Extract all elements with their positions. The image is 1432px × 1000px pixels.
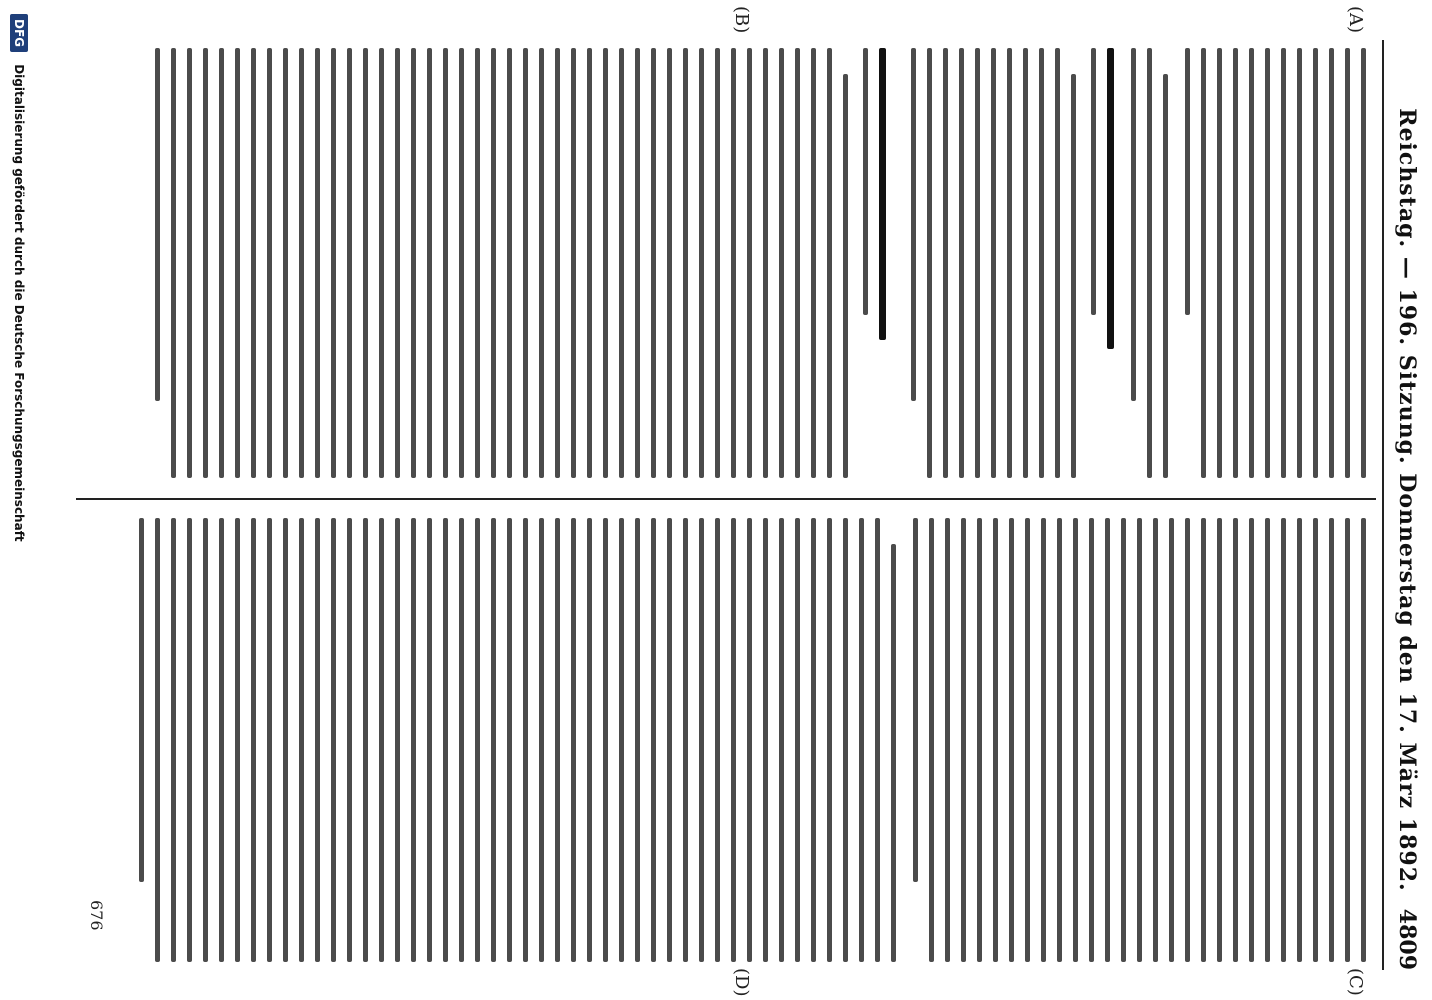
margin-letter-b: (B) <box>731 6 752 34</box>
left-column <box>114 48 1376 478</box>
text-paragraph <box>128 518 896 962</box>
right-column <box>114 518 1376 962</box>
footer-credit: Digitalisierung gefördert durch die Deutsche Forschungsgemeinschaft <box>12 64 26 542</box>
digitization-footer <box>0 0 28 1000</box>
text-paragraph <box>1174 48 1366 478</box>
folio-number: 676 <box>87 900 106 931</box>
column-divider <box>76 498 1376 500</box>
speaker-block <box>1080 48 1114 478</box>
margin-letter-c: (C) <box>1345 968 1366 996</box>
running-title: Reichstag. — 196. Sitzung. Donnerstag den 17. März 1892. <box>1394 108 1420 892</box>
margin-letter-d: (D) <box>731 968 752 997</box>
text-paragraph <box>902 518 1366 962</box>
text-paragraph <box>144 48 848 478</box>
text-paragraph <box>1120 48 1168 478</box>
speaker-block <box>852 48 886 478</box>
dfg-logo: DFG <box>10 14 28 52</box>
header-rule <box>1382 40 1384 970</box>
margin-letter-a: (A) <box>1345 6 1366 34</box>
page-header <box>1380 30 1426 970</box>
text-paragraph <box>900 48 1076 478</box>
page-number: 4809 <box>1394 908 1420 970</box>
